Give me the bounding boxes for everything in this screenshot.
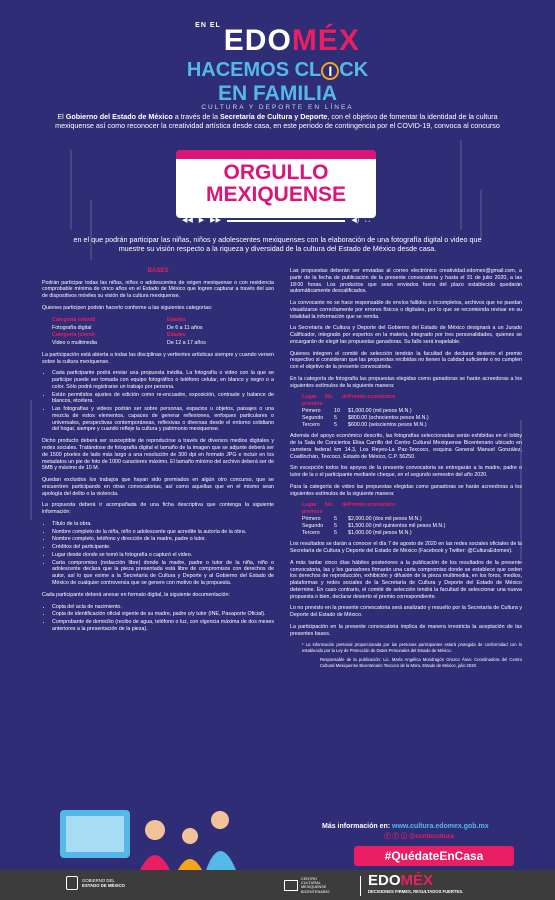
child-body [178,859,202,870]
hashtag-badge: #QuédateEnCasa [354,846,514,866]
base-premios-video: Para la categoría de video las propuestas elegidas como ganadoras se harán acreedoras a los siguientes estímulos de la siguiente manera: [290,483,522,497]
list-item: • Título de la obra. [52,521,274,528]
base-participacion: La participación está abierta a todas las disciplinas y vertientes artísticas siempre y cuando versen sobre la cultura mexiquense. [42,351,274,365]
secretaria-name: Secretaría de Cultura y Deporte [219,112,328,121]
adult-head [211,811,229,829]
person-body [140,855,170,870]
cult-line: MEXIQUENSE [301,885,327,890]
forward-icon: ▶▶ [210,216,221,224]
cult-line: CENTRO [301,877,318,881]
social-handle[interactable]: @ccmbcultura [408,833,454,840]
video-player-bar [176,214,376,228]
category-header: Categoría juvenil [52,332,95,339]
bases-heading: BASES [147,268,169,274]
video-prize-table [302,502,522,536]
base-categorias: Quienes participen podrán hacerlo conforme a las siguientes categorías: [42,304,213,311]
base-no-previsto: Lo no previsto en la presente convocatoria será analizado y resuelto por la Secretaría de Cultura y Deporte del Estado de México. [290,605,522,619]
centro-cultural-logo [284,877,329,894]
ages-header: Edades [167,316,186,323]
ficha-list [52,521,274,587]
family-illustration [40,790,250,870]
prize-cell: $1,000.00 (mil pesos M.N.) [348,529,412,536]
prize-cell: Tercero [302,421,320,428]
list-item: • Nombre completo, teléfono y dirección de la madre, padre o tutor. [52,536,274,543]
category-cell: Fotografía digital [52,324,92,331]
categories-table [52,317,274,347]
list-item: • Lugar desde donde se tomó la fotografía o capturó el video. [52,552,274,559]
play-icon: ▶ [198,216,205,224]
base-resultados: Los resultados se darán a conocer el día 7 de agosto de 2020 en las redes sociales oficiales de la Secretaría de Cultura y Deporte del Estado de México (Facebook y Twitter: @CulturaEdomex). [290,541,522,555]
cult-line: BICENTENARIO [301,889,330,894]
category-cell: Video o multimedia [52,340,97,347]
list-item: • Copia de identificación oficial vigente de su madre, padre o/y tutor (INE, Pasaporte Oficial). [52,611,274,618]
ages-cell: De 6 a 11 años [167,324,203,331]
rewind-icon: ◀◀ [182,216,193,224]
banner-line-2: MEXIQUENSE [205,183,347,207]
prize-cell: $800.00 (ochocientos pesos M.N.) [348,414,429,421]
volume-icon: ◀) [351,216,360,224]
left-column [42,268,274,638]
prize-cell: $1,500.00 (mil quinientos mil pesos M.N.) [348,522,446,529]
click-icon: I [321,62,339,80]
ages-cell: De 12 a 17 años [167,340,206,347]
logo-mex: MÉX [291,24,360,57]
intro-paragraph: El Gobierno del Estado de México a través de la Secretaría de Cultura y Deporte, con el objetivo de fomentar la identidad de la cultura mexiquense así como reconocer la creatividad artística desde casa, en este periodo de contingencia por el COVID-19, convoca al concurso [55,112,500,130]
cult-line: CULTURAL [301,881,321,886]
hacemos-text: HACEMOS CL [186,58,322,81]
child-head [182,828,198,844]
tablet-screen [66,816,124,852]
category-header: Categoría infantil [52,316,96,323]
more-info [322,823,489,832]
person-head [145,820,165,840]
banner-line-1: ORGULLO [223,161,329,184]
prize-cell: Tercero [302,529,320,536]
base-responsabilidad: La convocante no se hace responsable de envíos fallidos o incompletos, archivos que no puedan visualizarse correctamente por errores físicos o digitales, por lo que se recomienda revisar en su totalidad la información que se remita. [290,300,522,320]
list-item: • Comprobante de domicilio (recibo de agua, teléfono o luz, con vigencia máxima de dos meses anteriores a la presentación de la pieza). [52,619,274,633]
prize-cell: 5 [334,529,337,536]
hacemos-click [0,58,555,83]
building-icon [284,880,298,891]
prize-header: Premio económico [348,502,396,509]
base-documentacion: Cada participante deberá anexar en formato digital, la siguiente documentación: [42,591,230,598]
base-formato: Dicho producto deberá ser susceptible de reproducirse a través de diversos medios digitales y redes sociales. Tratándose de fotografía digital el tamaño de la imagen que se adjunte deberá ser de 1500 píxeles de lado más largo a una resolución de 300 dpi en formato JPG e incluir en los metadatos un pie de foto de 1000 caracteres máximo. El tamaño mínimo del archivo deberá ser de 5MB y máximo de 10 M. [42,438,275,472]
footer-slogan: DECISIONES FIRMES, RESULTADOS FUERTES. [368,889,464,894]
list-item: • Créditos del participante. [52,544,274,551]
prize-cell: $600.00 (seiscientos pesos M.N.) [348,421,427,428]
prize-cell: $1,000.00 (mil pesos M.N.) [348,408,412,415]
more-info-label: Más información en: [322,823,393,830]
base-jurado: La Secretaría de Cultura y Deporte del Gobierno del Estado de México designará a un Jurado Calificador, integrado por expertos en la materia, integrado por tres personalidades, quienes se encargarán de elegir las propuestas ganadoras. Su fallo será inapelable. [290,325,522,345]
base-envio: Las propuestas deberán ser enviadas al correo electrónico creatividad.edomex@gmail.com, a partir de la fecha de publicación de la presente convocatoria y hasta el 31 de julio 2020, a las 18:00 horas. Los productos que sean enviados fuera del plazo establecido quedarán automáticamente descalificados. [290,268,522,295]
list-item: • Las fotografías y videos podrán ser sobre personas, espacios u objetos, paisajes o una mezcla de estos elementos, capaces de generar reflexiones, enfoques particulares o universales, perspectivas contemporáneas, reflexivas o diversas desde el entorno cotidiano del hogar, siempre y cuando refleje la cultura y patrimonio mexiquense. [52,406,274,433]
base-premios-foto: En la categoría de fotografía las propuestas elegidas como ganadoras se harán acreedoras a los siguientes estímulos de la siguiente manera: [290,375,522,389]
privacy-footnote: * La información personal proporcionada por las personas participantes estará protegida de conformidad con lo establecido por la Ley de Protección de Datos Personales del Estado de México. [302,642,522,653]
gobierno-logo [66,876,125,890]
list-item: • Nombre completo de la niña, niño o adolescente que acredite la autoría de la obra. [52,529,274,536]
prize-header: Premio económico [348,394,396,401]
hacemos-text-end: CK [339,58,369,81]
prize-cell: Primero [302,408,321,415]
list-item: • Carta compromiso (redacción libre) donde la madre, padre o tutor de la niña, niño o adolescente declara que la pieza presentada está libre de compromisos con derechos de autor, así lo que exime a la Secretaría de Cultura y Deporte y al Gobierno del Estado de México de cualquier controversia que se genere con motivo de la propuesta. [52,560,274,587]
base-exhibicion: Además del apoyo económico descrito, las fotografías seleccionadas serán exhibidas en el lobby de la Sala de Conciertos Elisa Carrillo del Centro Cultural Mexiquense Bicentenario ubicado en carretera federal km 14.3, Los Reyes-La Paz-Texcoco, esquina General Manuel González, Coatlinchán, Texcoco, Estado de México, C.P. 56250. [290,433,522,460]
intro-paragraph-2: en el que podrán participar las niñas, niños y adolescentes mexiquenses con la elaboración de una fotografía digital o video que muestre su visión respecto a la riqueza y diversidad de la cultura del Estado de México desde casa. [73,235,482,253]
footer-edomex-logo: EDOMÉX [368,872,434,889]
base-1: Podrán participar todas las niñas, niños o adolescentes de origen mexiquense o con residencia comprobable mínima de cinco años en el Estado de México que logren capturar a través del uso de dispositivos móviles su visión de la cultura mexiquense. [42,279,274,300]
more-info-url[interactable]: www.cultura.edomex.gob.mx [392,823,489,830]
twitter-icon: ⓣ [392,833,399,840]
footer [0,870,555,900]
prize-cell: Segundo [302,414,324,421]
photo-prize-table [302,394,522,428]
en-familia: EN FAMILIA [218,81,337,105]
base-entrega: Sin excepción todos los apoyos de la presente convocatoria se entregarán a la madre, padre o tutor de la o el participante mediante cheque, en el segundo semestre del año 2020. [290,465,522,479]
edomex-logo [0,22,555,60]
fullscreen-icon: ⛶ [365,216,370,224]
title-banner [176,150,376,218]
responsible-note: Responsable de la publicación: Lic. María Angélica Mondragón Orozco Área: Coordinadora del Centro Cultural Mexiquense Bicentenario Texcoco de la Mora, Estado de México, julio 2020. [320,657,522,668]
base-exclusiones: Quedan excluidos los trabajos que hayan sido premiados en algún otro concurso, que se encuentren participando en otras convocatorias, así como aquellas que en el mismo sean apología del delito o la violencia. [42,477,274,497]
base-aceptacion: La participación en la presente convocatoria implica de manera irrestricta la aceptación de las presentes bases. [290,623,522,637]
prize-header: Lugar No. de premios [302,394,348,408]
social-handles [384,833,454,841]
participation-list [52,370,274,433]
cultura-subtitle: CULTURA Y DEPORTE EN LÍNEA [201,103,354,111]
base-ficha: La propuesta deberá ir acompañada de una ficha descriptiva que contenga la siguiente información: [42,502,274,516]
logo-edo: EDO [223,24,292,57]
facebook-icon: ⓕ [384,833,391,840]
gobierno-name: Gobierno del Estado de México [65,112,173,121]
prize-cell: 5 [334,421,337,428]
prize-cell: Primero [302,515,321,522]
prize-cell: 10 [334,408,340,415]
prize-cell: Segundo [302,522,324,529]
right-column [290,268,522,668]
crest-icon [66,876,78,890]
gob-line-1: GOBIERNO DEL [82,877,115,883]
instagram-icon: ⓘ [400,833,408,840]
list-item: • Están permitidos ajustes de edición como re-encuadre, exposición, contraste y balance de blancos, etcétera. [52,392,274,406]
footer-divider [360,876,361,896]
adult-body [206,851,236,870]
gob-line-2: ESTADO DE MÉXICO [82,883,125,888]
base-derechos: A más tardar cinco días hábiles posteriores a la publicación de los resultados de la presente convocatoria, las y los ganadores firmarán una carta compromiso donde se establece que ceden los derechos de reproducción, exhibición y difusión de la pieza multimedia, en los foros, medios, plataformas y redes sociales de la Secretaría de Cultura y Deporte del Estado de México determine. En caso contrario, el comité de selección tendrá la facultad de seleccionar una nueva propuesta o bien, declarar desierto el premio correspondiente. [290,559,522,600]
progress-line [227,220,345,222]
prize-cell: 5 [334,515,337,522]
base-desierto: Quienes integren el comité de selección tendrán la facultad de declarar desierto el premio respectivo si consideran que las propuestas recibidas no tienen la calidad suficiente o no cumplen con el objetivo de la presente convocatoria. [290,350,522,371]
header-logo [0,22,555,112]
ages-header: Edades [167,332,186,339]
list-item: • Copia del acta de nacimiento. [52,604,274,611]
prize-cell: 5 [334,522,337,529]
logo-en-el: EN EL [195,22,221,29]
list-item: • Cada participante podrá enviar una propuesta inédita. La fotografía o video con la que se participe puede ser tomada con equipo fotográfico o teléfono celular, en blanco y negro o a color. Sólo podrá registrarse un trabajo por persona. [52,370,274,390]
prize-header: Lugar No. de premios [302,502,348,516]
prize-cell: 5 [334,414,337,421]
prize-cell: $2,000.00 (dos mil pesos M.N.) [348,515,422,522]
documents-list [52,604,274,633]
